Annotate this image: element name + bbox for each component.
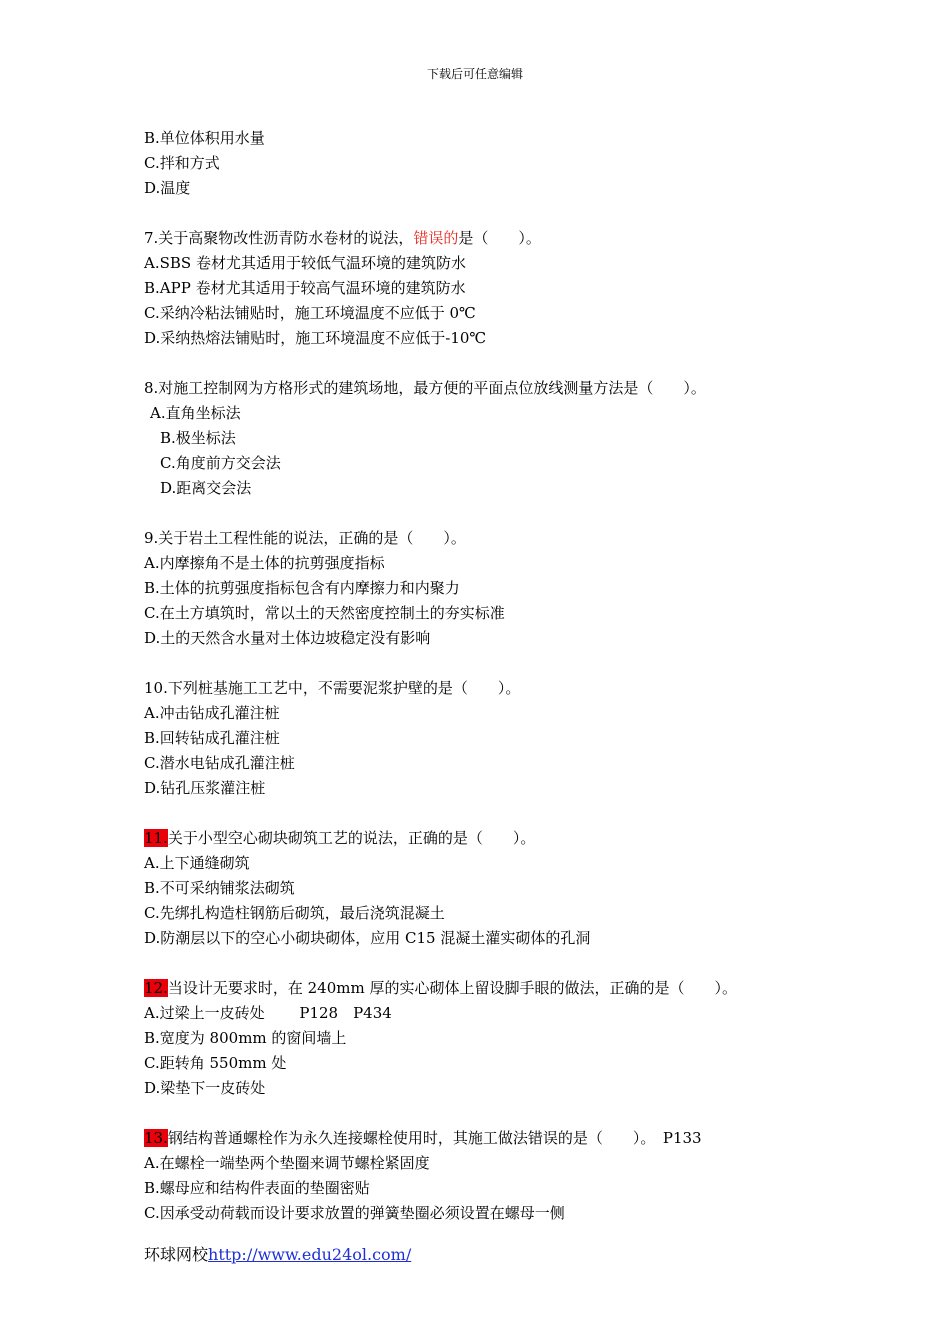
q6-option-b: B.单位体积用水量 [144,129,265,147]
q8-option-c: C.角度前方交会法 [160,454,281,472]
q7-stem-error-word: 错误的 [413,229,459,247]
q7-option-b: B.APP 卷材尤其适用于较高气温环境的建筑防水 [144,279,466,297]
q13-option-a: A.在螺栓一端垫两个垫圈来调节螺栓紧固度 [144,1154,430,1172]
q12-option-b: B.宽度为 800mm 的窗间墙上 [144,1029,347,1047]
question-list [144,126,804,1226]
q13-stem [144,1126,804,1151]
q11-option-a: A.上下通缝砌筑 [144,854,250,872]
q9-option-a: A.内摩擦角不是土体的抗剪强度指标 [144,554,385,572]
q9-stem: 9.关于岩土工程性能的说法，正确的是（ ）。 [144,529,466,547]
q6-option-d: D.温度 [144,179,191,197]
footer-brand: 环球网校 [144,1245,209,1264]
q8-option-d: D.距离交会法 [160,479,252,497]
q12-option-a: A.过梁上一皮砖处 P128 P434 [144,1004,392,1022]
q7-stem-post: 是（ ）。 [458,229,541,247]
footer-url-link[interactable]: http://www.edu24ol.com/ [208,1245,412,1264]
q12-number-highlight: 12. [144,979,168,997]
q10-option-c: C.潜水电钻成孔灌注桩 [144,754,295,772]
q7-stem [144,226,804,251]
q10-option-d: D.钻孔压浆灌注桩 [144,779,266,797]
q10-option-a: A.冲击钻成孔灌注桩 [144,704,280,722]
q12-stem [144,976,804,1001]
q9-option-b: B.土体的抗剪强度指标包含有内摩擦力和内聚力 [144,579,460,597]
q11-stem [144,826,804,851]
q13-option-c: C.因承受动荷载而设计要求放置的弹簧垫圈必须设置在螺母一侧 [144,1204,565,1222]
q12-stem-text: 当设计无要求时，在 240mm 厚的实心砌体上留设脚手眼的做法，正确的是（ ）。 [167,979,737,997]
q7-option-c: C.采纳冷粘法铺贴时，施工环境温度不应低于 0℃ [144,304,476,322]
q13-stem-text: 钢结构普通螺栓作为永久连接螺栓使用时，其施工做法错误的是（ ）。 P133 [167,1129,702,1147]
q11-option-d: D.防潮层以下的空心小砌块砌体，应用 C15 混凝土灌实砌体的孔洞 [144,929,591,947]
q8-option-a: A.直角坐标法 [150,404,241,422]
q10-stem: 10.下列桩基施工工艺中，不需要泥浆护壁的是（ ）。 [144,679,521,697]
q7-option-d: D.采纳热熔法铺贴时，施工环境温度不应低于-10℃ [144,329,487,347]
q9-option-d: D.土的天然含水量对土体边坡稳定没有影响 [144,629,431,647]
page-footer [144,1243,411,1267]
q11-stem-text: 关于小型空心砌块砌筑工艺的说法，正确的是（ ）。 [167,829,536,847]
q11-option-c: C.先绑扎构造柱钢筋后砌筑，最后浇筑混凝土 [144,904,445,922]
q7-option-a: A.SBS 卷材尤其适用于较低气温环境的建筑防水 [144,254,466,272]
q12-option-c: C.距转角 550mm 处 [144,1054,287,1072]
q11-number-highlight: 11. [144,829,168,847]
q6-option-c: C.拌和方式 [144,154,220,172]
q13-option-b: B.螺母应和结构件表面的垫圈密贴 [144,1179,370,1197]
page-header: 下载后可任意编辑 [426,67,523,81]
q8-stem: 8.对施工控制网为方格形式的建筑场地，最方便的平面点位放线测量方法是（ ）。 [144,379,706,397]
q10-option-b: B.回转钻成孔灌注桩 [144,729,280,747]
q7-stem-pre: 7.关于高聚物改性沥青防水卷材的说法， [144,229,414,247]
q9-option-c: C.在土方填筑时，常以土的天然密度控制土的夯实标准 [144,604,505,622]
q11-option-b: B.不可采纳铺浆法砌筑 [144,879,295,897]
q12-option-d: D.梁垫下一皮砖处 [144,1079,266,1097]
q13-number-highlight: 13. [144,1129,168,1147]
q8-option-b: B.极坐标法 [160,429,236,447]
